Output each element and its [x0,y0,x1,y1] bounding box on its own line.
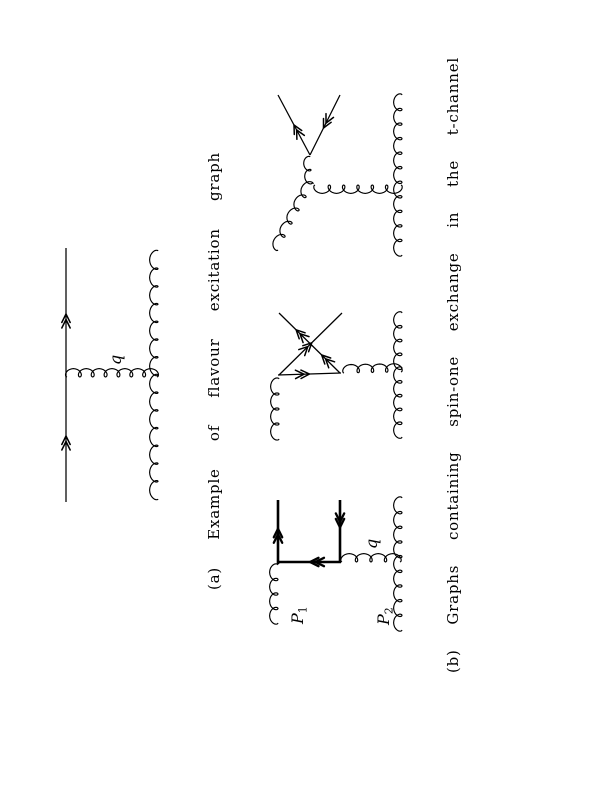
figure-caption-b: (b) Graphs containing spin-one exchange in the t-channel [444,57,462,673]
gluon-line-spin_one_middle [343,364,403,373]
figure-caption-a: (a) Example of flavour excitation graph [205,152,223,590]
gluon-line-spin_one_right [394,94,402,256]
label-q-tchannel: q [362,538,381,549]
fermion-line-spin_one_right [310,95,340,155]
fermion-line-spin_one_middle [279,313,340,373]
gluon-line-flavour_excitation [150,250,158,499]
gluon-line-flavour_excitation [66,369,159,377]
gluon-line-spin_one_right [273,182,313,251]
gluon-line-spin_one_right [304,156,312,184]
label-p2: $P_2$ [374,607,396,625]
gluon-line-spin_one_left [270,564,278,624]
gluon-line-spin_one_left [341,554,401,562]
gluon-line-spin_one_middle [394,312,402,439]
label-p1: $P_1$ [288,606,310,624]
label-q-exchanged: q [106,354,125,365]
gluon-line-spin_one_right [314,185,402,193]
gluon-line-spin_one_middle [271,378,279,440]
